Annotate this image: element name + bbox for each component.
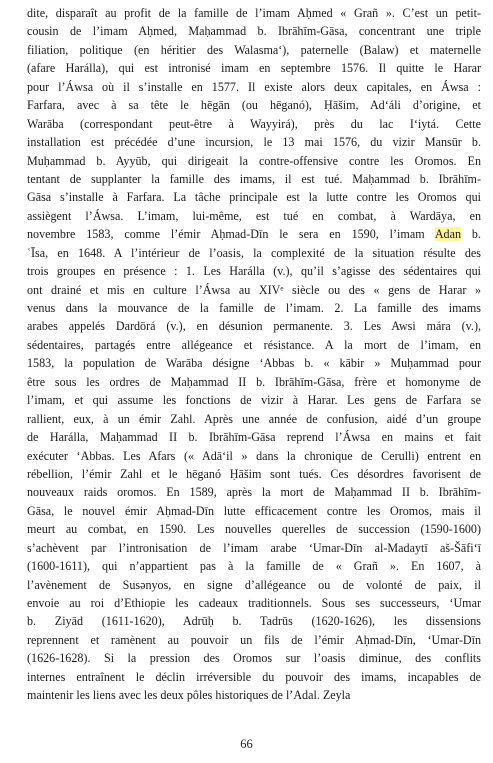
text-line: meurt au combat, en 1590. Les nouvelles querelles de succession (1590-1600) [27, 522, 481, 537]
text-line: de Harálla, Maḥammad II b. Ibrāhīm-Gāsa reprend l’Áwsa en mains et fait [27, 430, 481, 445]
text-line: Gāsa, le nouvel émir Aḥmad-Dīn lutte efficacement contre les Oromos, mais il [27, 503, 481, 518]
text-line: (1600-1611), qui n’appartient pas à la famille de « Grañ ». En 1607, à [27, 559, 481, 574]
text-line: s’achèvent par l’intronisation de l’imam arabe ‘Umar-Dīn al-Madaytī aš-Šāfi‘ī [27, 540, 481, 555]
text-line: filiation, politique (en héritier des Walasma‘), paternelle (Balaw) et maternelle [27, 42, 481, 57]
text-line: installation est précédée d’une incursion, le 13 mai 1576, du vizir Mansūr b. [27, 135, 481, 150]
text-line: l’imam, et qui assume les fonctions de vizir à Harar. Les gens de Farfara se [27, 393, 481, 408]
text-line: Farfara, avec à sa tête le hēgān (ou hēganó), Ḥāšim, Ad‘áli d’origine, et [27, 98, 481, 113]
text-line: reprennent et ramènent au pouvoir un fils de l’émir Aḥmad-Dīn, ‘Umar-Dīn [27, 632, 481, 647]
text-line: (afare Harálla), qui est intronisé imam en septembre 1576. Il quitte le Harar [27, 61, 481, 76]
text-line: dite, disparaît au profit de la famille de l’imam Aḥmed « Grañ ». C’est un petit- [27, 6, 481, 20]
text-line: b. Ziyād (1611-1620), Adrūḥ b. Tadrūs (1620-1626), les dissensions [27, 614, 481, 629]
highlighted-word: Adan [434, 227, 462, 242]
text-line: maintenir les liens avec les deux pôles historiques de l’Adal. Zeyla [27, 688, 351, 703]
text-line: ʿĪsa, en 1648. A l’intérieur de l’oasis, la complexité de la situation résulte des [27, 245, 481, 260]
text-line: assiègent l’Áwsa. L’imam, lui-même, est tué en combat, à Wardāya, en [27, 208, 481, 223]
text-line: tentant de supplanter la famille des imams, il est tué. Maḥammad b. Ibrāhīm- [27, 171, 481, 186]
text-line: pour l’Áwsa où il s’installe en 1577. Il existe alors deux capitales, en Áwsa : [27, 79, 481, 94]
text-line: nouveaux raids oromos. En 1589, après la mort de Maḥammad II b. Ibrāhīm- [27, 485, 481, 500]
text-line: 1583, la population de Warāba désigne ‘Abbas b. « kābir » Muḥammad pour [27, 356, 481, 371]
text-line: cousin de l’imam Aḥmed, Maḥammad b. Ibrāhīm-Gāsa, concentrant une triple [27, 24, 481, 39]
text-line: venus dans la mouvance de la famille de l’imam. 2. La famille des imams [27, 301, 481, 315]
text-line: sédentaires, partagés entre allégeance et résistance. A la mort de l’imam, en [27, 337, 481, 352]
text-line: Muḥammad b. Ayyūb, qui dirigeait la contre-offensive contre les Oromos. En [27, 153, 481, 168]
text-line: exécuter ‘Abbas. Les Afars (« Adā‘il » dans la chronique de Cerulli) entrent en [27, 448, 481, 463]
body-text [27, 4, 481, 705]
page-number: 66 [240, 737, 253, 751]
text-line: l’avènement de Susənyos, en signe d’allégeance ou de volonté de paix, il [27, 577, 481, 592]
text-line: ont drainé et mis en culture l’Áwsa au XIVᵉ siècle ou des « gens de Harar » [27, 282, 481, 297]
text-line: trois groupes en présence : 1. Les Harálla (v.), qu’il s’agisse des sédentaires qui [27, 264, 481, 279]
text-line: être sous les ordres de Maḥammad II b. Ibrāhīm-Gāsa, frère et homonyme de [27, 374, 481, 389]
text-line: novembre 1583, comme l’émir Aḥmad-Dīn le sera en 1590, l’imam Adan b. [27, 227, 481, 242]
text-line: Gāsa s’installe à Farfara. La tâche principale est la lutte contre les Oromos qui [27, 190, 481, 205]
text-line: (1626-1628). Si la pression des Oromos sur l’oasis diminue, des conflits [27, 651, 481, 666]
text-line: Warāba (correspondant peut-être à Wayyirá), près du lac I‘iytá. Cette [27, 116, 481, 131]
text-line: arabes appelés Dardōrá (v.), en désunion permanente. 3. Les Awsi mára (v.), [27, 319, 481, 334]
text-line: internes entraînent le déclin irréversible du pouvoir des imams, incapables de [27, 669, 481, 684]
text-line: rallient, eux, à un émir Zahl. Après une année de confusion, aidé d’un groupe [27, 411, 481, 426]
text-line: rébellion, l’émir Zahl et le hēganó Ḥāšim sont tués. Ces désordres favorisent de [27, 466, 481, 481]
text-line: envoie au roi d’Ethiopie les cadeaux traditionnels. Sous ses successeurs, ‘Umar [27, 596, 481, 610]
